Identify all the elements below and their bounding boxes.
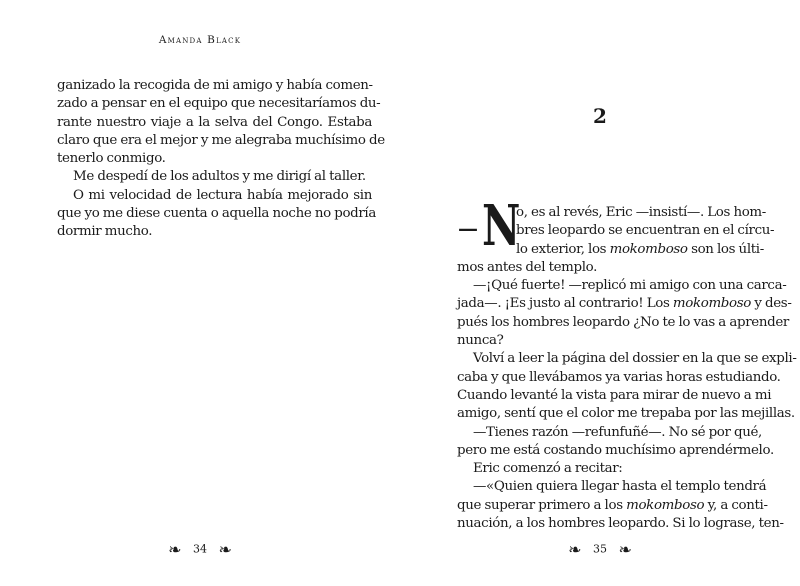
- running-header: Amanda Black: [158, 34, 242, 46]
- text-segment: Volví a leer la página del dossier en la que se expli-: [473, 351, 797, 367]
- text-segment: —Tienes razón —refunfuñé—. No sé por qué,: [473, 424, 762, 440]
- text-line: [457, 460, 757, 478]
- text-segment: Me despedí de los adultos y me dirigí al taller.: [73, 169, 366, 185]
- body-text: [457, 204, 797, 533]
- text-segment: lo exterior, los: [516, 241, 610, 257]
- drop-cap-dash: —: [458, 216, 478, 240]
- text-segment: mos antes del templo.: [457, 259, 598, 275]
- ornament-right-icon: ❧: [218, 540, 232, 559]
- text-segment: pués los hombres leopardo ¿No te lo vas a aprender: [457, 314, 789, 330]
- text-line: [57, 77, 372, 95]
- text-segment: y, a conti-: [704, 497, 768, 513]
- text-line: [457, 424, 762, 442]
- page-number: 34: [193, 542, 207, 556]
- text-line: [457, 314, 789, 332]
- text-segment: rante nuestro viaje a la selva del Congo. Estaba: [57, 114, 372, 130]
- text-line: [57, 168, 372, 186]
- text-line: [457, 442, 774, 460]
- text-line: [57, 150, 372, 168]
- text-line: [57, 114, 372, 132]
- text-segment: zado a pensar en el equipo que necesitaríamos du-: [57, 96, 381, 112]
- text-line: [57, 205, 376, 223]
- italic-text: mokomboso: [672, 296, 751, 312]
- ornament-left-icon: ❧: [168, 540, 182, 559]
- text-segment: y des-: [750, 296, 792, 312]
- text-line: [57, 223, 372, 241]
- text-line: [57, 187, 372, 205]
- text-segment: que superar primero a los: [457, 497, 627, 513]
- text-segment: jada—. ¡Es justo al contrario! Los: [457, 296, 673, 312]
- right-page: [400, 0, 800, 586]
- text-line: [457, 369, 781, 387]
- text-line: [457, 332, 757, 350]
- text-line: [457, 259, 757, 277]
- text-segment: Eric comenzó a recitar:: [473, 461, 623, 477]
- text-line: [457, 497, 768, 515]
- text-segment: amigo, sentí que el color me trepaba por las mejillas.: [457, 406, 795, 422]
- text-line: [457, 405, 795, 423]
- text-segment: —«Quien quiera llegar hasta el templo tendrá: [473, 479, 767, 495]
- text-line: [457, 241, 764, 259]
- text-line: [457, 350, 797, 368]
- chapter-number: 2: [593, 104, 607, 128]
- text-segment: nuación, a los hombres leopardo. Si lo lograse, ten-: [457, 516, 784, 532]
- drop-cap-letter: N: [482, 193, 521, 259]
- text-segment: que yo me diese cuenta o aquella noche no podría: [57, 206, 376, 222]
- text-segment: bres leopardo se encuentran en el círcu-: [516, 223, 775, 239]
- text-line: [457, 478, 767, 496]
- text-segment: tenerlo conmigo.: [57, 151, 166, 167]
- page-footer: [0, 540, 400, 559]
- text-segment: nunca?: [457, 333, 504, 349]
- text-line: [457, 515, 784, 533]
- text-line: [457, 295, 792, 313]
- italic-text: mokomboso: [626, 497, 705, 513]
- page-footer: [400, 540, 800, 559]
- text-line: [457, 277, 787, 295]
- page-number: 35: [593, 542, 607, 556]
- text-segment: claro que era el mejor y me alegraba muchísimo de: [57, 132, 385, 148]
- text-segment: O mi velocidad de lectura había mejorado sin: [73, 187, 372, 203]
- text-segment: —¡Qué fuerte! —replicó mi amigo con una carca-: [473, 278, 787, 294]
- text-segment: o, es al revés, Eric —insistí—. Los hom-: [516, 205, 766, 220]
- text-segment: Cuando levanté la vista para mirar de nuevo a mi: [457, 387, 772, 403]
- text-segment: pero me está costando muchísimo aprendérmelo.: [457, 442, 774, 458]
- body-text: [57, 77, 385, 242]
- ornament-left-icon: ❧: [568, 540, 582, 559]
- text-segment: caba y que llevábamos ya varias horas estudiando.: [457, 369, 781, 385]
- text-line: [57, 95, 381, 113]
- text-line: [57, 132, 385, 150]
- text-segment: ganizado la recogida de mi amigo y había comen-: [57, 78, 373, 93]
- text-line: [457, 222, 775, 240]
- text-segment: son los últi-: [687, 241, 764, 257]
- text-line: [457, 387, 772, 405]
- ornament-right-icon: ❧: [618, 540, 632, 559]
- text-line: [457, 204, 766, 222]
- italic-text: mokomboso: [609, 241, 688, 257]
- text-segment: dormir mucho.: [57, 224, 153, 240]
